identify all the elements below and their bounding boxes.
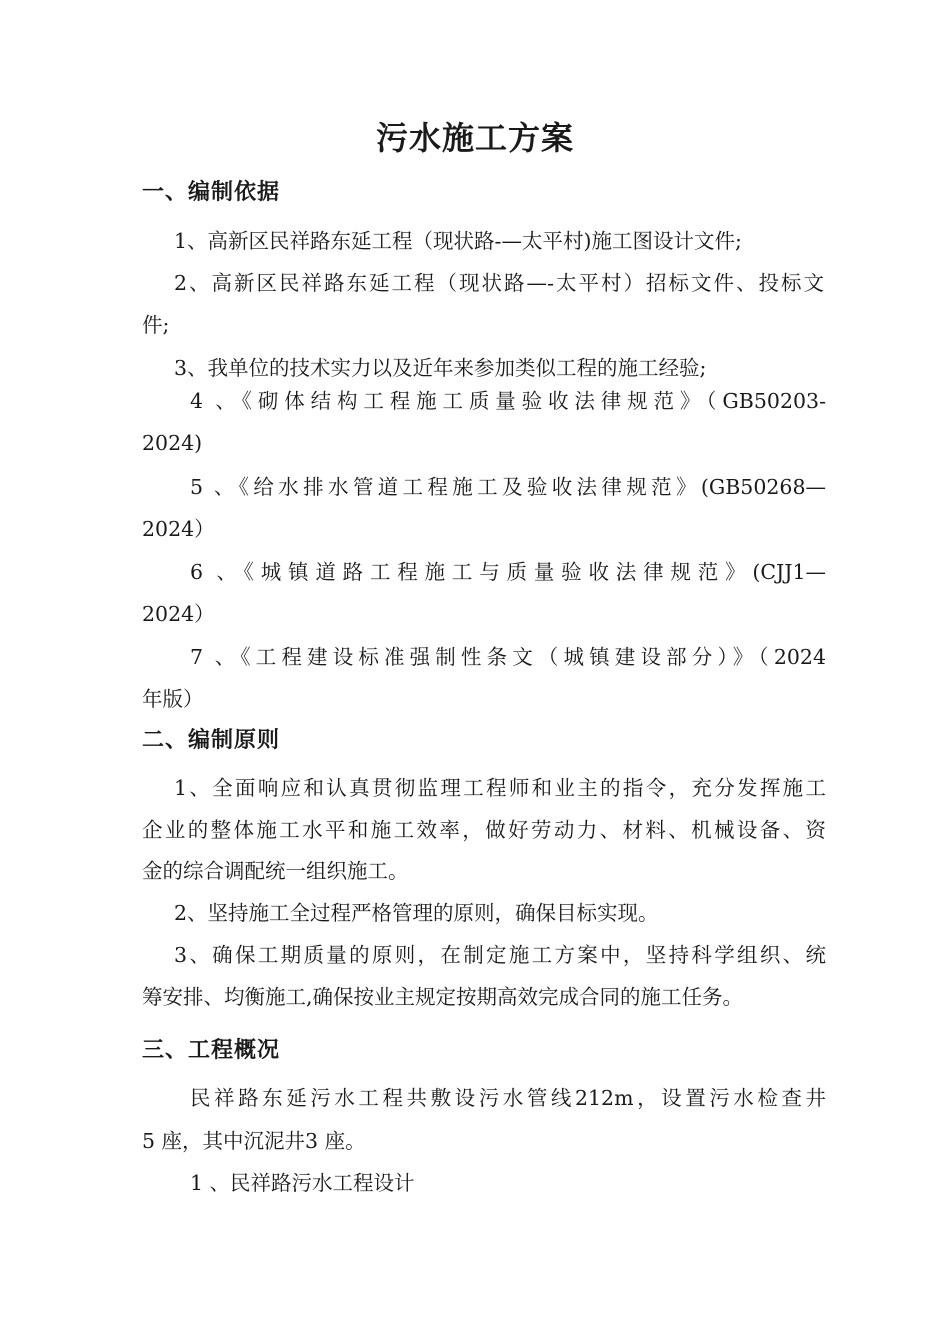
paragraph-line: 1、全面响应和认真贯彻监理工程师和业主的指令，充分发挥施工 — [174, 776, 826, 800]
paragraph-line: 2024) — [142, 431, 203, 455]
paragraph-line: 1、高新区民祥路东延工程（现状路-—太平村)施工图设计文件; — [174, 229, 742, 253]
paragraph-line: 件; — [142, 313, 170, 337]
paragraph-line: 3、确保工期质量的原则，在制定施工方案中，坚持科学组织、统 — [174, 943, 826, 967]
paragraph-line: 年版） — [142, 687, 204, 711]
paragraph-line: 民祥路东延污水工程共敷设污水管线212m，设置污水检查井 — [190, 1086, 826, 1110]
paragraph-line: 5 座，其中沉泥井3 座。 — [142, 1129, 366, 1153]
paragraph-line: 2024） — [142, 602, 215, 626]
paragraph-line: 5 、《给水排水管道工程施工及验收法律规范》(GB50268— — [190, 475, 826, 499]
paragraph-line: 2、高新区民祥路东延工程（现状路—-太平村）招标文件、投标文 — [174, 271, 824, 295]
section-heading-overview: 三、工程概况 — [142, 1038, 281, 1063]
paragraph-line: 筹安排、均衡施工,确保按业主规定按期高效完成合同的施工任务。 — [142, 985, 744, 1009]
paragraph-line: 1 、民祥路污水工程设计 — [190, 1171, 415, 1195]
section-heading-principles: 二、编制原则 — [142, 728, 281, 753]
paragraph-line: 2、坚持施工全过程严格管理的原则，确保目标实现。 — [174, 901, 659, 925]
paragraph-line: 7 、《工程建设标准强制性条文（城镇建设部分）》（2024 — [190, 645, 826, 669]
paragraph-line: 4 、《砌体结构工程施工质量验收法律规范》（GB50203- — [190, 389, 826, 413]
paragraph-line: 2024） — [142, 517, 215, 541]
paragraph-line: 6 、《城镇道路工程施工与质量验收法律规范》(CJJ1— — [190, 560, 826, 584]
document-title: 污水施工方案 — [375, 119, 574, 157]
paragraph-line: 3、我单位的技术实力以及近年来参加类似工程的施工经验; — [174, 356, 707, 380]
paragraph-line: 企业的整体施工水平和施工效率，做好劳动力、材料、机械设备、资 — [142, 818, 826, 842]
section-heading-basis: 一、编制依据 — [142, 180, 281, 205]
paragraph-line: 金的综合调配统一组织施工。 — [142, 859, 409, 883]
